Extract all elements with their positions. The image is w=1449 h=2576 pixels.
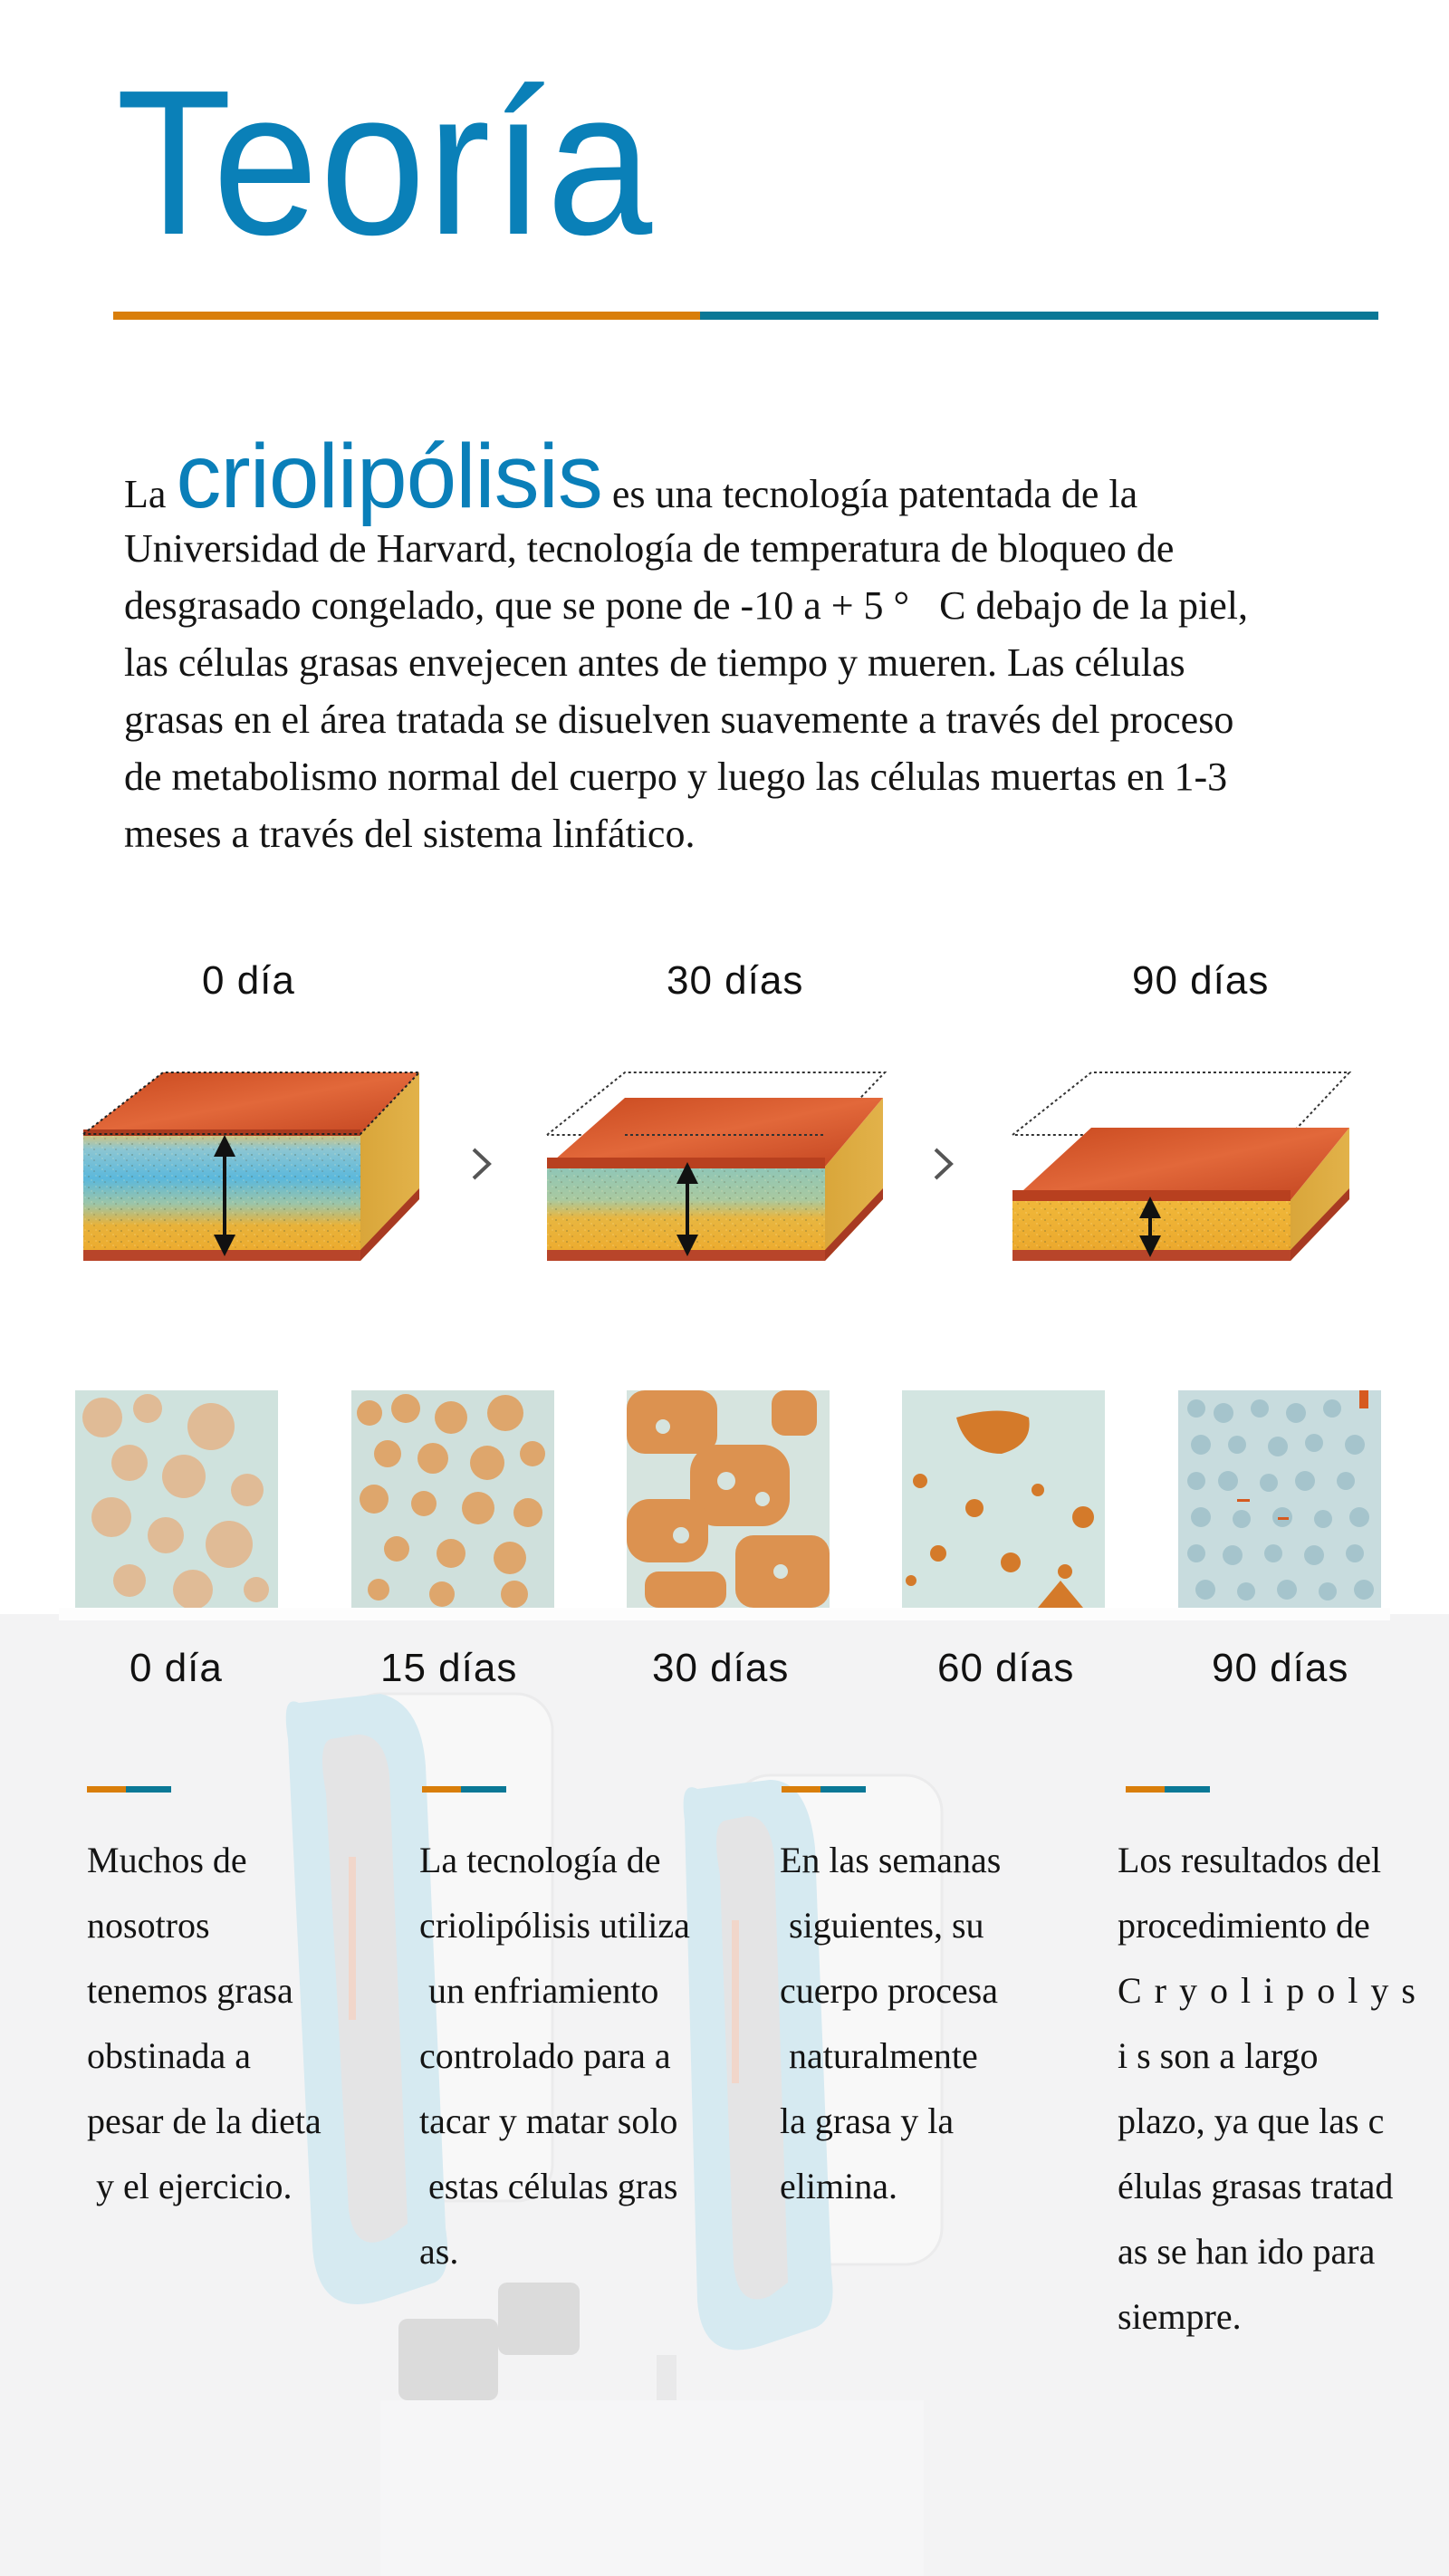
- intro-prefix: La: [124, 472, 177, 516]
- column-4-text: [1118, 1828, 1428, 2350]
- histology-tile-30: [627, 1390, 830, 1608]
- tile-label-60: 60 días: [937, 1646, 1075, 1690]
- column-line: cuerpo procesa: [780, 1970, 998, 2011]
- column-3-accent-bar: [782, 1786, 866, 1793]
- intro-line-6: de metabolismo normal del cuerpo y luego las células muertas en 1-3: [124, 755, 1228, 799]
- column-line: élulas grasas tratad: [1118, 2166, 1394, 2206]
- column-line: as.: [419, 2231, 459, 2272]
- column-line: obstinada a: [87, 2035, 252, 2076]
- column-line: Muchos de: [87, 1840, 247, 1880]
- tile-strip-backdrop: [59, 1608, 1390, 1620]
- fat-layer-diagram: [0, 1060, 1449, 1277]
- intro-line-3: desgrasado congelado, que se pone de -10 a + 5 ° C debajo de la piel,: [124, 583, 1249, 628]
- column-line: procedimiento de: [1118, 1905, 1370, 1946]
- brand-term: criolipólisis: [176, 426, 602, 527]
- column-line: estas células gras: [419, 2166, 678, 2206]
- column-line: Cryolipolys: [1118, 1970, 1428, 2011]
- intro-line-2: Universidad de Harvard, tecnología de temperatura de bloqueo de: [124, 526, 1175, 571]
- column-line: un enfriamiento: [419, 1970, 659, 2011]
- histology-tile-15: [351, 1390, 554, 1608]
- stage-label-90: 90 días: [1132, 958, 1270, 1003]
- stage-label-30: 30 días: [667, 958, 804, 1003]
- column-line: plazo, ya que las c: [1118, 2100, 1385, 2141]
- histology-tile-60: [902, 1390, 1105, 1608]
- column-line: Los resultados del: [1118, 1840, 1382, 1880]
- chevron-right-icon: [936, 1149, 951, 1178]
- diagram-block-30: [547, 1072, 885, 1261]
- stage-label-0: 0 día: [202, 958, 295, 1003]
- column-line: criolipólisis utiliza: [419, 1905, 690, 1946]
- column-line: as se han ido para: [1118, 2231, 1376, 2272]
- column-line: La tecnología de: [419, 1840, 661, 1880]
- diagram-block-0: [83, 1072, 419, 1261]
- column-line: nosotros: [87, 1905, 210, 1946]
- intro-line-4: las células grasas envejecen antes de tiempo y mueren. Las células: [124, 640, 1185, 685]
- column-line: siempre.: [1118, 2296, 1242, 2337]
- column-line: tacar y matar solo: [419, 2100, 678, 2141]
- divider-teal-segment: [700, 312, 1378, 320]
- column-line: siguientes, su: [780, 1905, 984, 1946]
- tile-label-30: 30 días: [652, 1646, 790, 1690]
- column-line: controlado para a: [419, 2035, 671, 2076]
- column-line: elimina.: [780, 2166, 897, 2206]
- intro-line-text: es una tecnología patentada de la: [601, 472, 1138, 516]
- column-1-text: [87, 1828, 321, 2219]
- column-line: En las semanas: [780, 1840, 1002, 1880]
- tile-label-15: 15 días: [380, 1646, 518, 1690]
- column-2-text: [419, 1828, 690, 2284]
- column-line: i s son a largo: [1118, 2035, 1319, 2076]
- column-line: pesar de la dieta: [87, 2100, 321, 2141]
- column-3-text: [780, 1828, 1001, 2219]
- intro-line-7: meses a través del sistema linfático.: [124, 812, 696, 856]
- tile-label-90: 90 días: [1212, 1646, 1349, 1690]
- histology-tile-90: [1178, 1390, 1381, 1608]
- title-divider: [113, 312, 1378, 320]
- chevron-right-icon: [474, 1149, 489, 1178]
- column-2-accent-bar: [422, 1786, 506, 1793]
- column-line: naturalmente: [780, 2035, 978, 2076]
- column-line: y el ejercicio.: [87, 2166, 293, 2206]
- divider-orange-segment: [113, 312, 700, 320]
- intro-line-1: [124, 426, 1138, 527]
- column-4-accent-bar: [1126, 1786, 1210, 1793]
- column-line: la grasa y la: [780, 2100, 955, 2141]
- tile-label-0: 0 día: [130, 1646, 223, 1690]
- diagram-block-90: [1012, 1072, 1349, 1261]
- histology-tile-0: [75, 1390, 278, 1608]
- column-line: tenemos grasa: [87, 1970, 293, 2011]
- column-1-accent-bar: [87, 1786, 171, 1793]
- intro-line-5: grasas en el área tratada se disuelven suavemente a través del proceso: [124, 697, 1234, 742]
- page-title: Teoría: [116, 48, 655, 278]
